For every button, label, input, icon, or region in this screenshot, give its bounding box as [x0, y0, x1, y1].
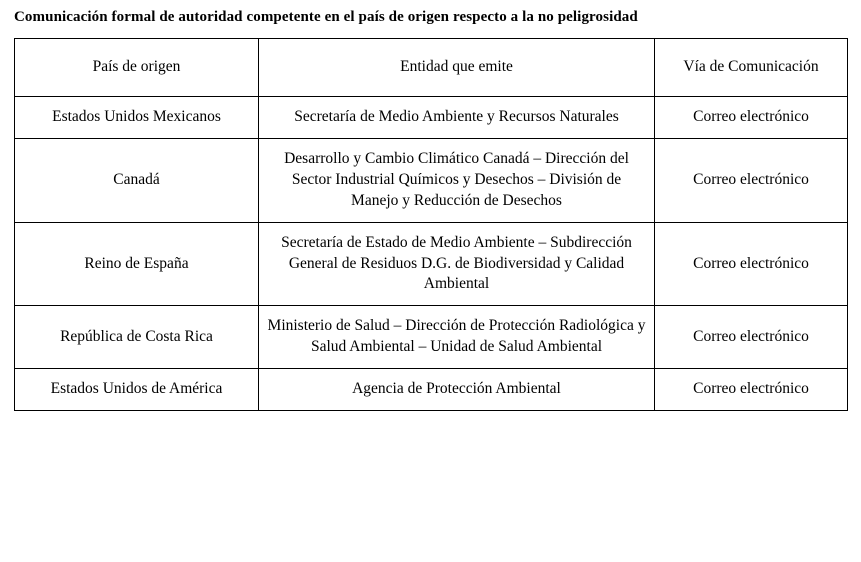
cell-entity: Secretaría de Medio Ambiente y Recursos Naturales [259, 96, 655, 138]
column-header-country: País de origen [15, 39, 259, 97]
cell-entity: Ministerio de Salud – Dirección de Protección Radiológica y Salud Ambiental – Unidad de Salud Ambiental [259, 306, 655, 369]
page-title: Comunicación formal de autoridad competente en el país de origen respecto a la no peligrosidad [14, 9, 638, 25]
cell-entity: Desarrollo y Cambio Climático Canadá – Dirección del Sector Industrial Químicos y Desechos – División de Manejo y Reducción de Desechos [259, 138, 655, 222]
authority-communication-table [14, 38, 848, 411]
cell-entity: Agencia de Protección Ambiental [259, 369, 655, 411]
table-row [15, 96, 848, 138]
cell-via: Correo electrónico [655, 96, 848, 138]
table-row [15, 369, 848, 411]
table-header-row [15, 39, 848, 97]
cell-country: Estados Unidos Mexicanos [15, 96, 259, 138]
cell-entity: Secretaría de Estado de Medio Ambiente – Subdirección General de Residuos D.G. de Biodiversidad y Calidad Ambiental [259, 222, 655, 306]
cell-via: Correo electrónico [655, 222, 848, 306]
cell-country: Canadá [15, 138, 259, 222]
cell-country: República de Costa Rica [15, 306, 259, 369]
cell-via: Correo electrónico [655, 138, 848, 222]
cell-country: Reino de España [15, 222, 259, 306]
column-header-via: Vía de Comunicación [655, 39, 848, 97]
cell-via: Correo electrónico [655, 369, 848, 411]
cell-via: Correo electrónico [655, 306, 848, 369]
table-row [15, 306, 848, 369]
table-row [15, 138, 848, 222]
column-header-entity: Entidad que emite [259, 39, 655, 97]
table-row [15, 222, 848, 306]
cell-country: Estados Unidos de América [15, 369, 259, 411]
table-container [0, 26, 861, 411]
